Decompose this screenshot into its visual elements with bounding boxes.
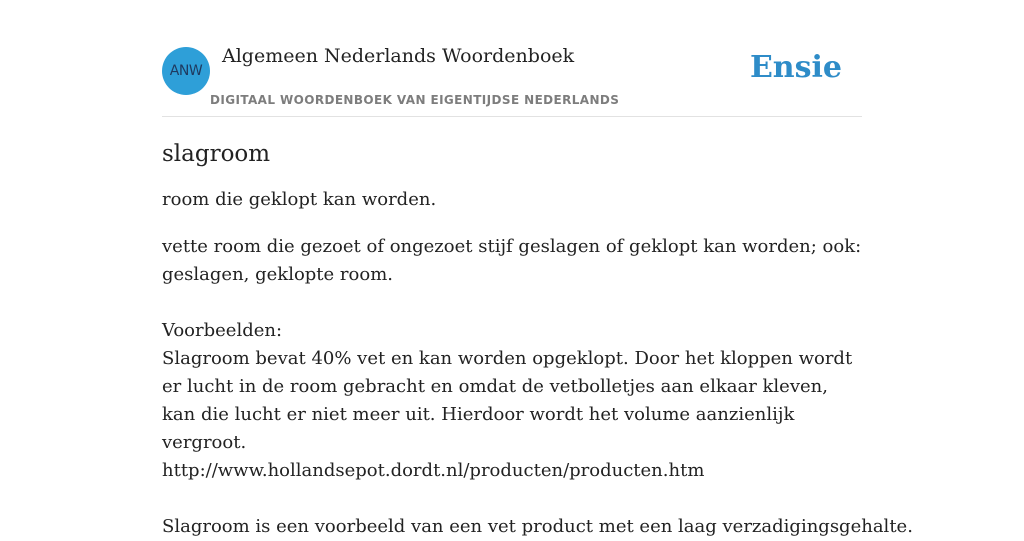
- examples-label: Voorbeelden:: [162, 320, 283, 341]
- spacer: [162, 289, 862, 317]
- anw-logo[interactable]: [162, 47, 210, 95]
- long-definition: vette room die gezoet of ongezoet stijf geslagen of geklopt kan worden; ook: geslagen, geklopte room.: [162, 236, 862, 285]
- site-header: [162, 0, 862, 117]
- example-text: Slagroom is een voorbeeld van een vet product met een laag verzadigingsgehalte.: [162, 516, 913, 537]
- site-subtitle: DIGITAAL WOORDENBOEK VAN EIGENTIJDSE NEDERLANDS: [210, 93, 620, 107]
- spacer: [162, 485, 862, 513]
- example-source-link[interactable]: http://www.hollandsepot.dordt.nl/producten/producten.htm: [162, 460, 705, 481]
- ensie-brand-link[interactable]: Ensie: [749, 50, 842, 85]
- site-title[interactable]: Algemeen Nederlands Woordenboek: [222, 45, 575, 67]
- logo-text: ANW: [169, 63, 203, 79]
- entry-headword: slagroom: [162, 141, 271, 167]
- example-text: Slagroom bevat 40% vet en kan worden opgeklopt. Door het kloppen wordt er lucht in de room gebracht en omdat de vetbolletjes aan elkaar kleven, kan die lucht er niet meer uit. Hierdoor wordt het volume aanzienlijk vergroot.: [162, 348, 853, 453]
- entry-content: [162, 138, 913, 541]
- short-definition: room die geklopt kan worden.: [162, 189, 437, 210]
- long-definition-block: [162, 233, 913, 541]
